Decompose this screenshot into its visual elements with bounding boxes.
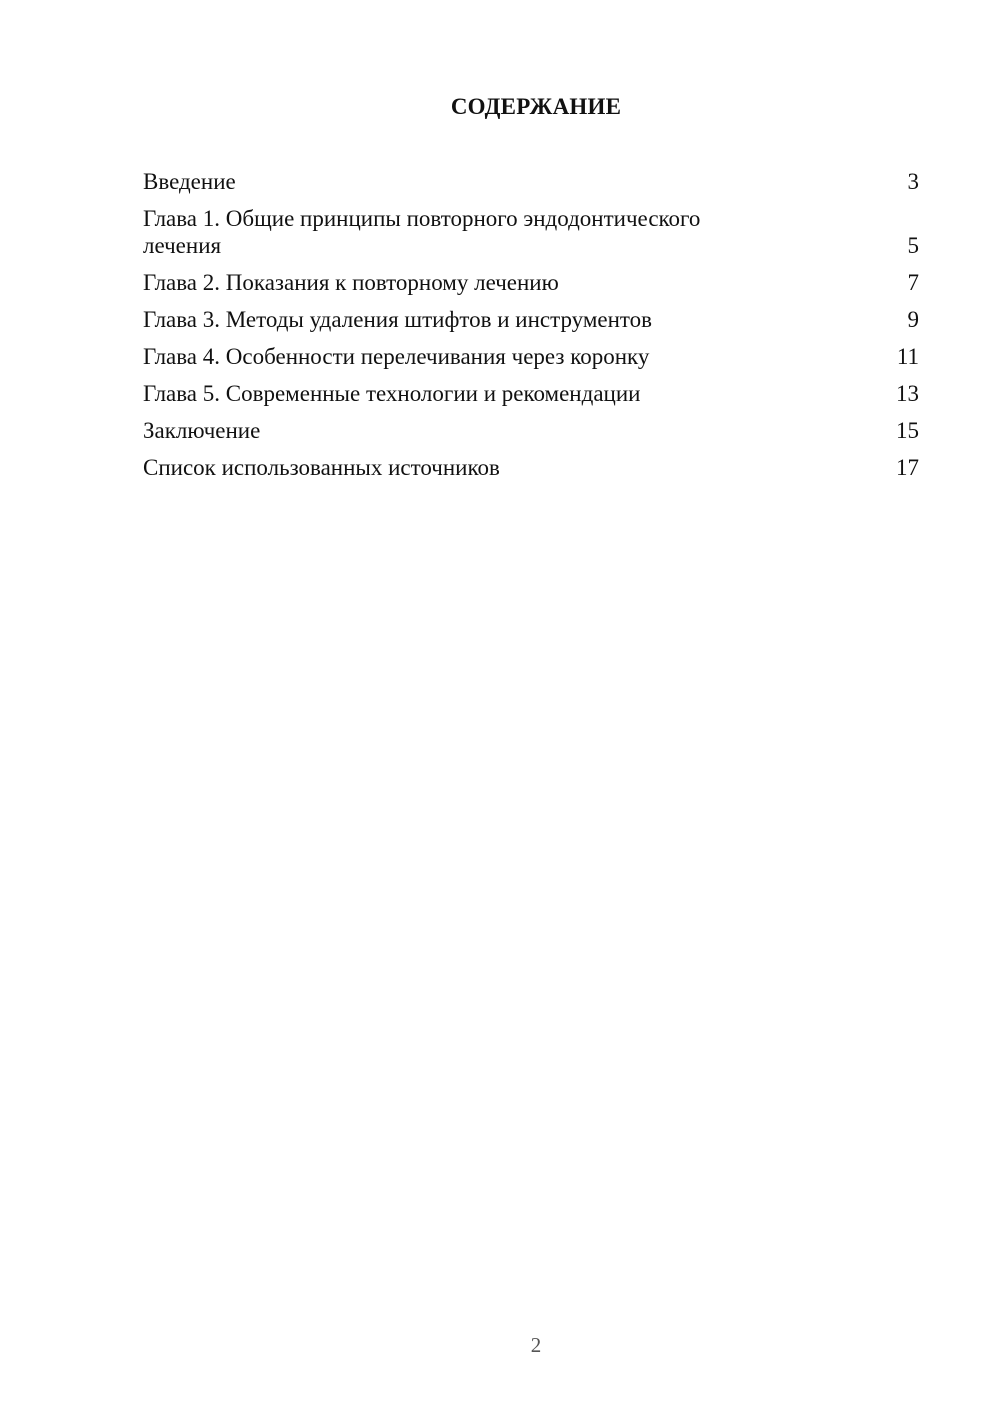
toc-entry-label: Глава 5. Современные технологии и рекомендации	[143, 381, 641, 406]
page-number: 2	[530, 1333, 542, 1357]
toc-entry-conclusion	[143, 417, 919, 444]
page-title: СОДЕРЖАНИЕ	[450, 94, 622, 119]
toc-entry-page: 17	[896, 455, 919, 480]
toc-entry-label: Глава 4. Особенности перелечивания через коронку	[143, 344, 650, 369]
toc-entry-label: Список использованных источников	[143, 455, 500, 480]
table-of-contents	[143, 168, 919, 491]
toc-entry-chapter-4	[143, 343, 919, 370]
toc-entry-page: 15	[896, 418, 919, 443]
toc-entry-chapter-3	[143, 306, 919, 333]
toc-entry-label: Глава 3. Методы удаления штифтов и инструментов	[143, 307, 653, 332]
toc-entry-page: 9	[907, 307, 919, 332]
toc-entry-references	[143, 454, 919, 481]
toc-entry-label: Заключение	[143, 418, 261, 443]
toc-entry-page: 7	[907, 270, 919, 295]
toc-entry-page: 11	[896, 344, 919, 369]
toc-entry-page: 3	[907, 169, 919, 194]
toc-entry-chapter-2	[143, 269, 919, 296]
toc-entry-page: 5	[907, 233, 919, 258]
toc-entry-chapter-1	[143, 205, 919, 259]
toc-entry-label: Глава 2. Показания к повторному лечению	[143, 270, 559, 295]
toc-entry-label: Глава 1. Общие принципы повторного эндодонтического лечения	[143, 206, 701, 258]
toc-entry-label: Введение	[143, 169, 236, 194]
toc-entry-introduction	[143, 168, 919, 195]
toc-entry-page: 13	[896, 381, 919, 406]
toc-entry-chapter-5	[143, 380, 919, 407]
